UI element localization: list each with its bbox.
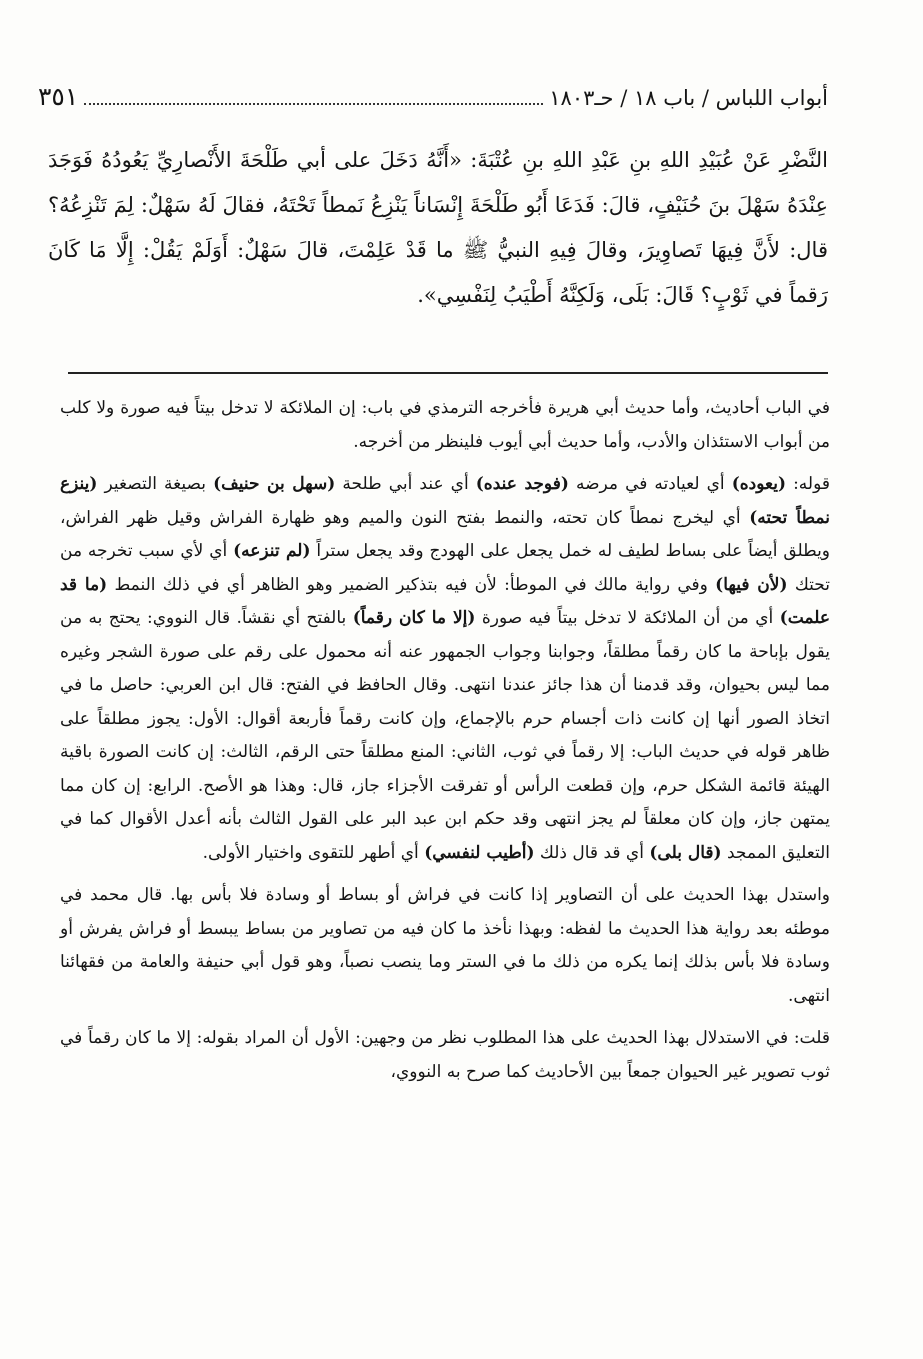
- commentary-text-run: أي أطهر للتقوى واختيار الأولى.: [202, 842, 425, 863]
- commentary-text-run: أي عند أبي طلحة: [335, 474, 476, 494]
- header-leader-dots: [84, 85, 543, 105]
- commentary: [60, 392, 830, 1098]
- page-number: ٣٥١: [38, 82, 79, 111]
- quoted-phrase: (فوجد عنده): [475, 474, 569, 494]
- quoted-phrase: (ما قد علمت): [60, 574, 830, 628]
- commentary-text-run: أي لعيادته في مرضه: [568, 474, 732, 494]
- quoted-phrase: (سهل بن حنيف): [213, 474, 336, 494]
- commentary-text-run: بصيغة التصغير: [97, 474, 214, 494]
- commentary-text-run: بالفتح أي نقشاً. قال النووي: يحتج به من يقول بإباحة ما كان رقماً مطلقاً، وجوابنا وجواب الجمهور عنه أنه محمول على رقم على صورة الشجر وغيره مما ليس بحيوان، وقد قدمنا أن هذا جائز عندنا انتهى. وقال الحافظ في الفتح: قال ابن العربي: حاصل ما في اتخاذ الصور أنها إن كانت ذات أجسام حرم بالإجماع، وإن كانت رقماً فأربعة أقوال: الأول: يجوز مطلقاً على ظاهر قوله في حديث الباب: إلا رقماً في ثوب، الثاني: المنع مطلقاً حتى الرقم، الثالث: إن كانت الصورة باقية الهيئة قائمة الشكل حرم، وإن قطعت الرأس أو تفرقت الأجزاء جاز، قال: وهذا هو الأصح. الرابع: إن كان مما يمتهن جاز، وإن كان معلقاً لم يجز انتهى وقد حكم ابن عبد البر على القول الثالث بأنه أعدل الأقوال كما في التعليق الممجد: [60, 608, 831, 863]
- commentary-text-run: قوله:: [786, 474, 830, 494]
- quoted-phrase: (ينزع نمطاً تحته): [60, 474, 830, 528]
- commentary-text-run: أي من أن الملائكة لا تدخل بيتاً فيه صورة: [475, 608, 780, 628]
- quoted-phrase: (لم تنزعه): [233, 541, 311, 561]
- commentary-paragraph-4: قلت: في الاستدلال بهذا الحديث على هذا المطلوب نظر من وجهين: الأول أن المراد بقوله: إلا ما كان رقماً في ثوب تصوير غير الحيوان جمعاً بين الأحاديث كما صرح به النووي،: [60, 1028, 830, 1082]
- running-title: أبواب اللباس / باب ١٨ / حـ١٨٠٣: [549, 86, 828, 110]
- commentary-text-run: أي ليخرج نمطاً كان تحته، والنمط بفتح النون والميم وهو ظهارة الفراش وقيل ظهر الفراش، ويطلق أيضاً على بساط لطيف له خمل يجعل على الهودج وقد يجعل ستراً: [60, 507, 831, 561]
- commentary-paragraph-1: في الباب أحاديث، وأما حديث أبي هريرة فأخرجه الترمذي في باب: إن الملائكة لا تدخل بيتاً فيه صورة ولا كلب من أبواب الاستئذان والأدب، وأما حديث أبي أيوب فلينظر من أخرجه.: [60, 398, 830, 452]
- commentary-text-run: وفي رواية مالك في الموطأ: لأن فيه بتذكير الضمير وهو الظاهر أي في ذلك النمط: [107, 574, 716, 595]
- commentary-text-run: أي قد قال ذلك: [534, 842, 650, 863]
- hadith-text: النَّضْرِ عَنْ عُبَيْدِ اللهِ بنِ عَبْدِ اللهِ بنِ عُتْبَةَ: «أَنَّهُ دَخَلَ على أبي طَلْحَةَ الأَنْصارِيِّ يَعُودُهُ فَوَجَدَ عِنْدَهُ سَهْلَ بنَ حُنَيْفٍ، قالَ: فَدَعَا أَبُو طَلْحَةَ إِنْسَاناً يَنْزِعُ نَمطاً تَحْتَهُ، فقالَ لَهُ سَهْلٌ: لِمَ تَنْزِعُهُ؟ قال: لأَنَّ فِيهَا تَصاوِيرَ، وقالَ فِيهِ النبيُّ ﷺ ما قَدْ عَلِمْتَ، قالَ سَهْلٌ: أَوَلَمْ يَقُلْ: إِلَّا مَا كَانَ رَقماً في ثَوْبٍ؟ قَالَ: بَلَى، وَلَكِنَّهُ أَطْيَبُ لِنَفْسِي».: [48, 148, 828, 307]
- quoted-phrase: (قال بلى): [649, 842, 722, 863]
- quoted-phrase: (يعوده): [731, 474, 786, 494]
- page-header: [38, 82, 828, 122]
- commentary-text-run: أي لأي سبب تخرجه من تحتك: [60, 541, 830, 595]
- commentary-paragraph-3: واستدل بهذا الحديث على أن التصاوير إذا كانت في فراش أو بساط أو وسادة فلا بأس بها. قال محمد في موطئه بعد رواية هذا الحديث ما لفظه: وبهذا نأخذ ما كان فيه من تصاوير من بساط يبسط أو فراش يفرش أو وسادة فلا بأس بذلك إنما يكره من ذلك ما في الستر وما ينصب نصباً، وهو قول أبي حنيفة والعامة من فقهائنا انتهى.: [60, 885, 830, 1006]
- commentary-paragraph-2: [60, 468, 830, 870]
- footnote-divider: [68, 372, 828, 374]
- quoted-phrase: (أطيب لنفسي): [424, 842, 535, 863]
- quoted-phrase: (لأن فيها): [715, 574, 788, 595]
- quoted-phrase: (إلا ما كان رقماً): [352, 608, 476, 628]
